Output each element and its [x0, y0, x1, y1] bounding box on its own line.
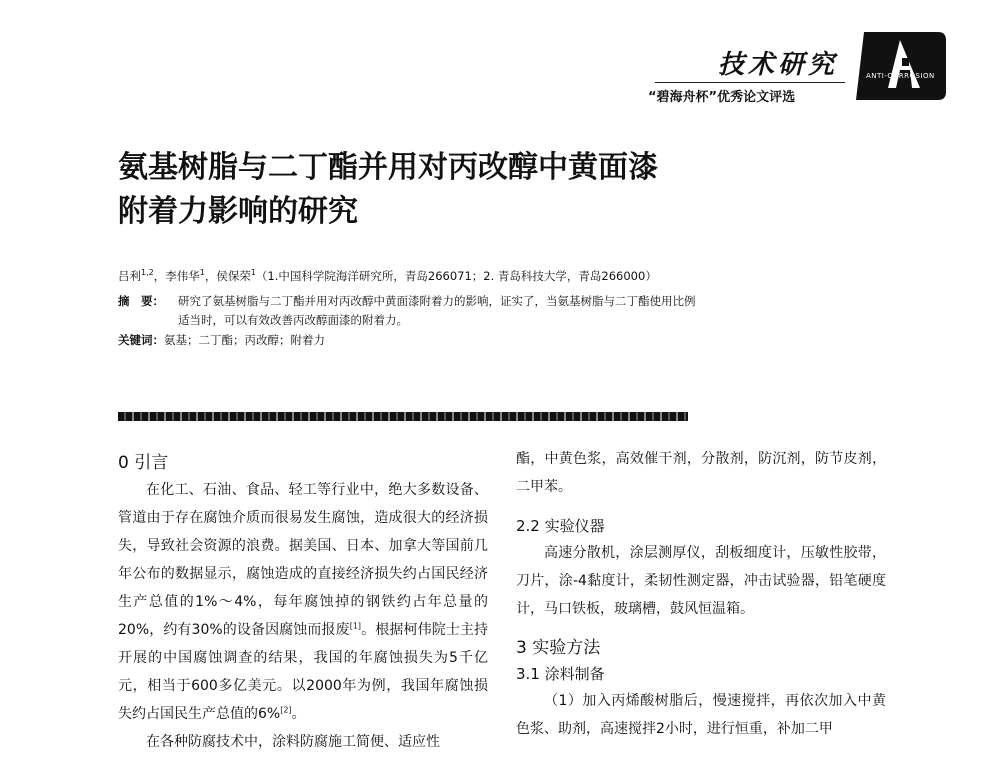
author-sup: 1,2	[141, 268, 154, 278]
journal-logo-icon	[854, 30, 948, 102]
abstract-text-2: 适当时，可以有效改善丙改醇面漆的附着力。	[178, 313, 408, 327]
section-2-2-heading: 2.2 实验仪器	[516, 517, 605, 535]
intro-text-b: 。根据柯伟院士主持开展的中国腐蚀调查的结果，我国的年腐蚀损失为5千亿元，相当于600多亿美元。以2000年为例，我国年腐蚀损失约占国民生产总值的6%	[118, 622, 489, 722]
title-line-1: 氨基树脂与二丁酯并用对丙改醇中黄面漆	[118, 150, 658, 185]
author-name: ，侯保荣	[204, 269, 251, 283]
section-3-heading: 3 实验方法	[516, 638, 601, 658]
logo-text: ANTI-CORROSION	[866, 72, 935, 80]
intro-text-a: 在化工、石油、食品、轻工等行业中，绝大多数设备、管道由于存在腐蚀介质而很易发生腐蚀，造成很大的经济损失，导致社会资源的浪费。据美国、日本、加拿大等国前几年公布的数据显示，腐蚀造成的直接经济损失约占国民经济生产总值的1%～4%，每年腐蚀掉的钢铁约占年总量的20%，约有30%的设备因腐蚀而报废	[118, 482, 488, 638]
article-title	[118, 146, 658, 234]
affiliations: （1.中国科学院海洋研究所，青岛266071；2. 青岛科技大学，青岛266000）	[255, 269, 657, 283]
keywords-label: 关键词：	[118, 333, 164, 347]
intro-text-c: 。	[291, 706, 306, 722]
author-line	[118, 268, 657, 284]
right-column	[516, 445, 886, 743]
preparation-paragraph: （1）加入丙烯酸树脂后，慢速搅拌，再依次加入中黄色浆、助剂，高速搅拌2小时，进行恒重，补加二甲	[516, 693, 886, 737]
intro-paragraph	[118, 476, 488, 728]
citation-1: [1]	[349, 621, 362, 631]
section-0-heading: 0 引言	[118, 453, 169, 473]
section-title: 技术研究	[718, 50, 839, 80]
author-name: ，李伟华	[153, 269, 200, 283]
abstract-text-1: 研究了氨基树脂与二丁酯并用对丙改醇中黄面漆附着力的影响，证实了，当氨基树脂与二丁酯使用比例	[178, 294, 696, 308]
header-rule	[655, 82, 845, 83]
award-subtitle: “碧海舟杯”优秀论文评选	[648, 90, 796, 105]
author-name: 吕利	[118, 269, 141, 283]
abstract	[118, 292, 696, 330]
instruments-paragraph: 高速分散机，涂层测厚仪，刮板细度计，压敏性胶带，刀片，涂-4黏度计，柔韧性测定器，冲击试验器，铅笔硬度计，马口铁板，玻璃槽，鼓风恒温箱。	[516, 545, 886, 617]
section-divider	[118, 412, 688, 421]
keywords-text: 氨基；二丁酯；丙改醇；附着力	[164, 333, 325, 347]
abstract-label: 摘 要：	[118, 294, 164, 308]
intro-paragraph-2: 在各种防腐技术中，涂料防腐施工简便、适应性	[146, 734, 440, 750]
title-line-2: 附着力影响的研究	[118, 194, 358, 229]
citation-2: [2]	[280, 705, 292, 715]
materials-continued: 酯，中黄色浆，高效催干剂，分散剂，防沉剂，防节皮剂，二甲苯。	[516, 451, 886, 495]
left-column	[118, 450, 488, 756]
section-3-1-heading: 3.1 涂料制备	[516, 665, 605, 683]
author-sup: 1	[250, 268, 256, 278]
keywords	[118, 332, 325, 348]
author-sup: 1	[199, 268, 205, 278]
